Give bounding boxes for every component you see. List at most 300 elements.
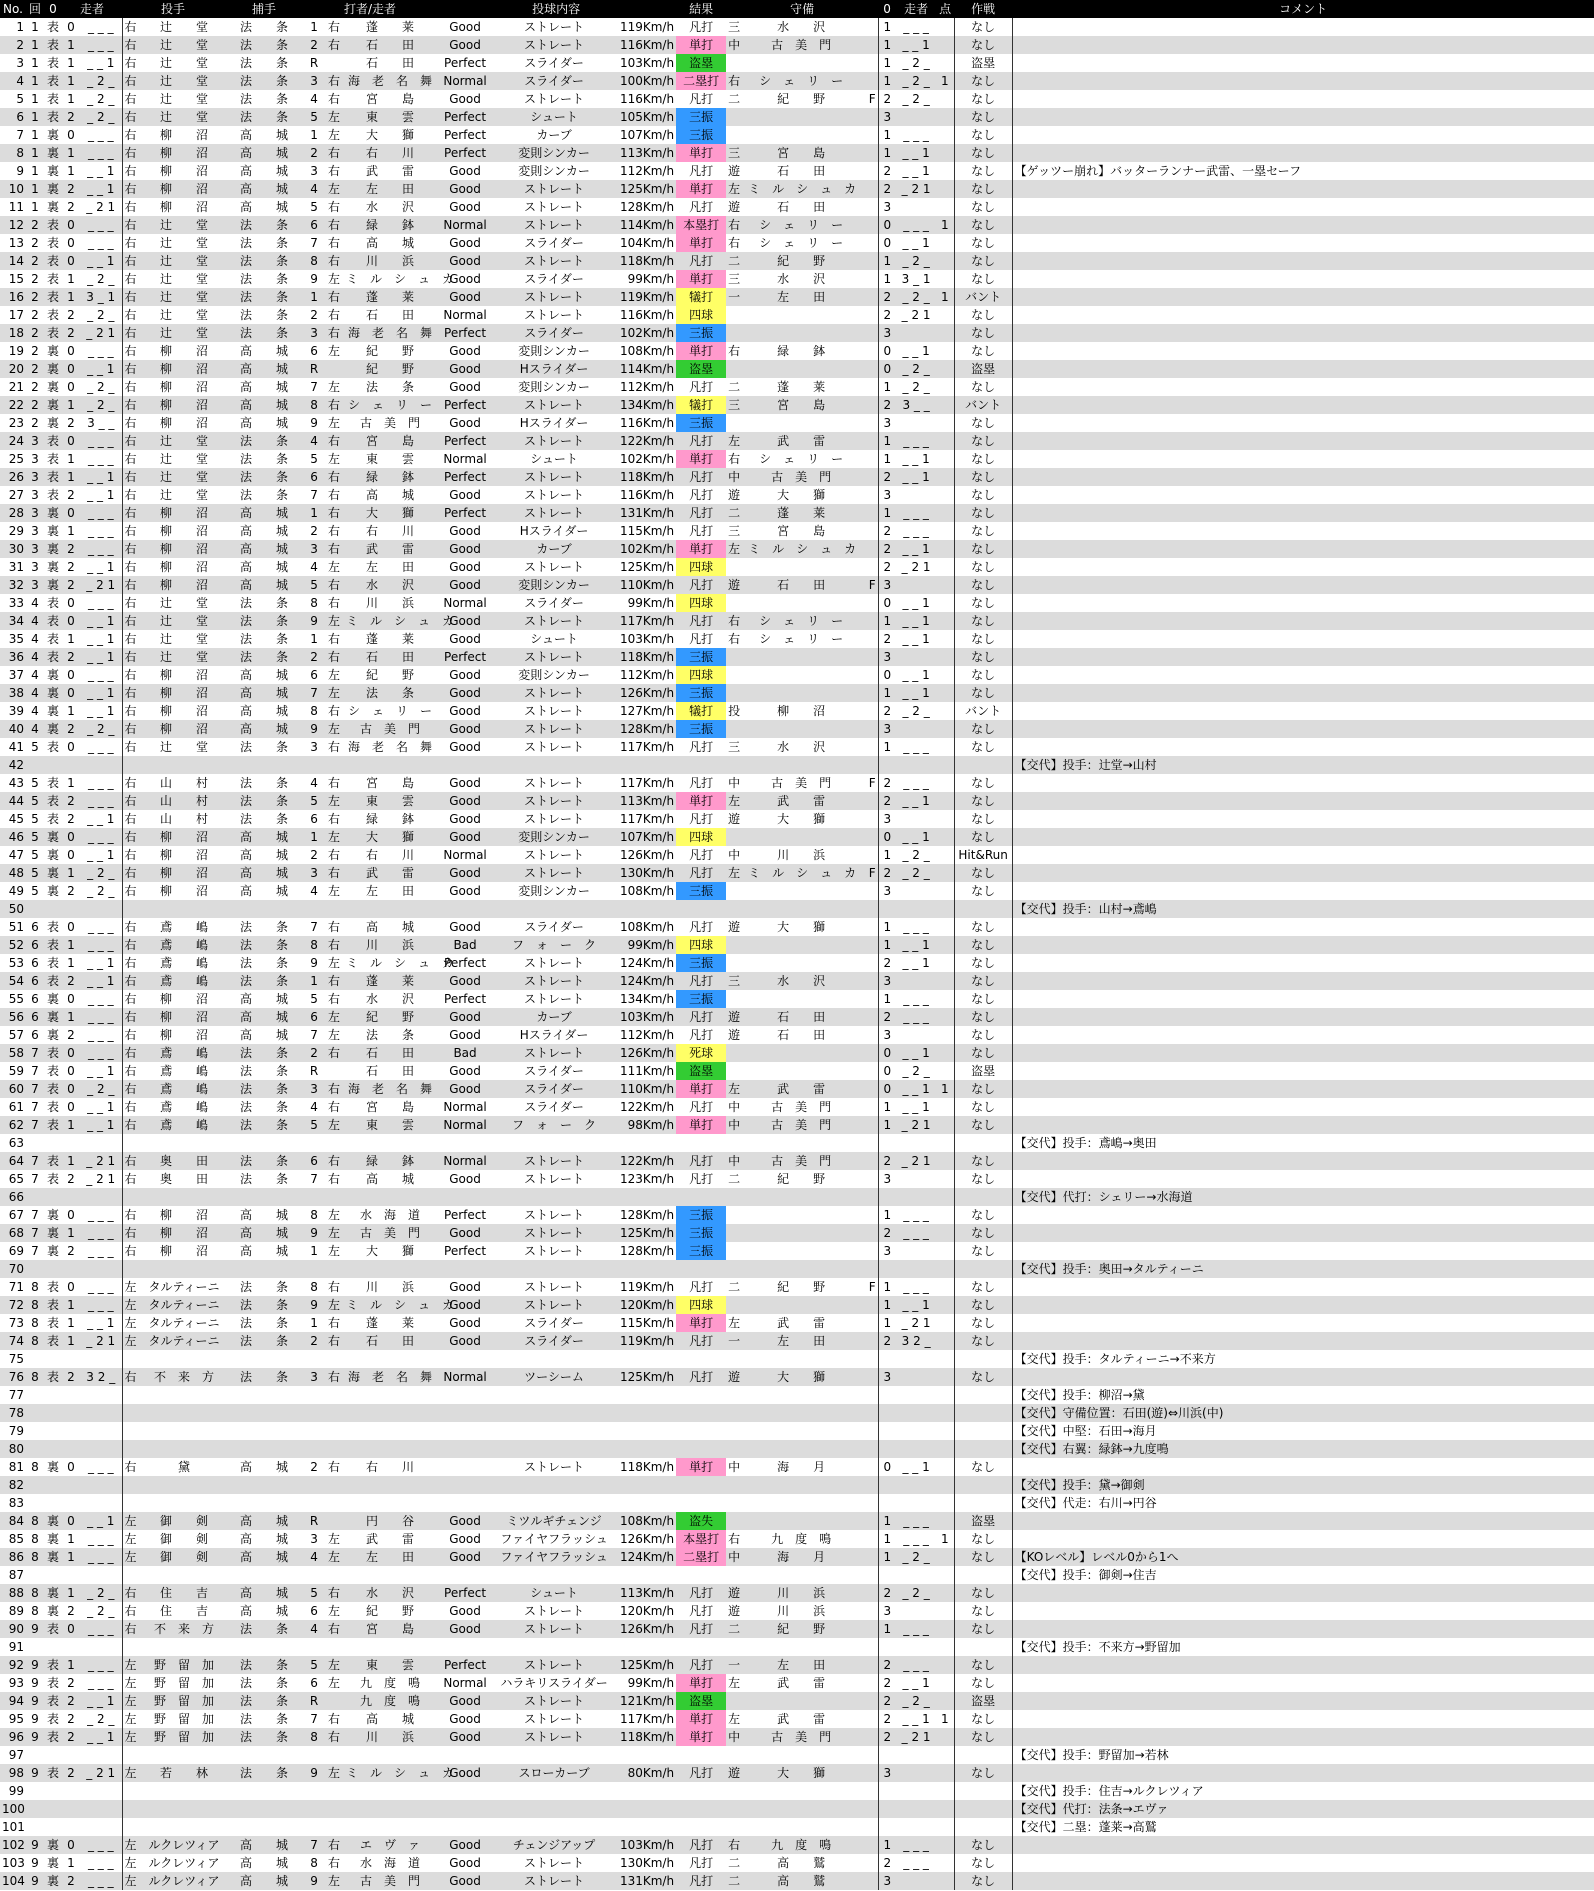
cell-pitch-type <box>494 1350 614 1368</box>
table-row <box>0 1422 1594 1440</box>
cell-outs: 0 <box>67 1622 75 1636</box>
cell-result: 三振 <box>676 954 726 972</box>
cell-inning: 3 <box>31 488 39 502</box>
cell-outs: 0 <box>67 740 75 754</box>
cell-batter-hand: 左 <box>328 722 341 736</box>
cell-runners-after <box>896 198 936 216</box>
cell-pitch-speed: 126Km/h <box>619 848 675 862</box>
cell-half: 表 <box>46 1118 59 1132</box>
cell-row-number: 94 <box>8 1694 24 1708</box>
cell-fielder-pos: 右 <box>728 632 741 646</box>
cell-batter <box>344 1440 436 1458</box>
cell-batting-order: 8 <box>310 254 318 268</box>
cell-pitch-quality: Good <box>449 578 481 592</box>
cell-strategy: なし <box>954 1764 1012 1782</box>
cell-pitch-quality: Good <box>449 1550 481 1564</box>
cell-pitch-type: チェンジアップ <box>512 1838 596 1852</box>
table-row <box>0 918 1594 936</box>
cell-catcher: 法 条 <box>240 1064 289 1078</box>
cell-pitcher-hand: 左 <box>124 1874 137 1888</box>
cell-outs: 2 <box>67 1028 75 1042</box>
cell-fielder-pos: 二 <box>728 506 741 520</box>
cell-result: 凡打 <box>689 614 714 628</box>
cell-batter: 右 川 <box>366 1460 415 1474</box>
cell-fielder: 高 鷲 <box>777 1874 826 1888</box>
cell-pitcher: 野 留 加 <box>154 1730 215 1744</box>
cell-inning <box>26 1638 44 1656</box>
cell-catcher: 法 条 <box>240 1298 289 1312</box>
cell-runs <box>936 468 954 486</box>
cell-fielder-pos: 遊 <box>728 1370 741 1384</box>
cell-catcher: 法 条 <box>240 1658 289 1672</box>
cell-strategy: なし <box>954 1710 1012 1728</box>
cell-fielder-pos <box>726 1422 746 1440</box>
cell-pitch-speed: 80Km/h <box>627 1766 675 1780</box>
cell-outs-after: 2 <box>883 92 892 106</box>
cell-batting-order: R <box>309 1694 319 1708</box>
cell-runners-after: _ _ 1 <box>902 632 930 646</box>
cell-foul-flag <box>856 1548 878 1566</box>
cell-comment <box>1012 126 1594 144</box>
table-row <box>0 72 1594 90</box>
cell-fielder: 石 田 <box>777 200 826 214</box>
cell-runners: _ 2 _ <box>80 720 122 738</box>
cell-outs: 2 <box>67 1730 75 1744</box>
cell-catcher: 法 条 <box>240 938 289 952</box>
cell-inning: 8 <box>31 1316 39 1330</box>
cell-row-number: 43 <box>8 776 24 790</box>
cell-inning: 1 <box>31 200 39 214</box>
cell-inning: 3 <box>31 434 39 448</box>
cell-runs <box>936 252 954 270</box>
table-row <box>0 414 1594 432</box>
cell-runners: _ 2 _ <box>80 378 122 396</box>
cell-catcher: 高 城 <box>240 380 289 394</box>
cell-batter: 石 田 <box>366 1064 415 1078</box>
table-row <box>0 180 1594 198</box>
cell-comment <box>1012 414 1594 432</box>
cell-outs-after: 3 <box>883 884 892 898</box>
cell-batter <box>344 1422 436 1440</box>
cell-pitch-type <box>494 1638 614 1656</box>
cell-batter-hand <box>324 54 344 72</box>
cell-batting-order: 7 <box>310 236 318 250</box>
cell-row-number: 58 <box>8 1046 24 1060</box>
cell-inning: 6 <box>31 974 39 988</box>
cell-runners-after <box>896 1260 936 1278</box>
cell-outs: 1 <box>67 92 75 106</box>
cell-runs <box>936 1170 954 1188</box>
cell-half <box>44 1476 62 1494</box>
cell-pitch-quality: Perfect <box>444 110 487 124</box>
cell-comment <box>1012 108 1594 126</box>
cell-result: 四球 <box>676 936 726 954</box>
cell-catcher: 高 城 <box>240 182 289 196</box>
cell-inning: 8 <box>31 1460 39 1474</box>
cell-fielder-pos <box>726 1296 746 1314</box>
cell-half: 表 <box>46 956 59 970</box>
cell-batter-hand: 右 <box>328 1856 341 1870</box>
cell-pitcher: 辻 堂 <box>160 236 209 250</box>
cell-batter-hand: 右 <box>328 1712 341 1726</box>
cell-inning: 1 <box>31 182 39 196</box>
cell-batter-hand: 左 <box>328 1550 341 1564</box>
cell-fielder <box>746 954 856 972</box>
cell-fielder-pos: 一 <box>728 1658 741 1672</box>
cell-result <box>676 1188 726 1206</box>
cell-fielder-pos <box>726 306 746 324</box>
cell-batter-hand <box>324 1692 344 1710</box>
cell-runs: 1 <box>936 1710 954 1728</box>
cell-half: 表 <box>46 488 59 502</box>
cell-runners-after: _ _ 1 <box>902 1676 930 1690</box>
cell-runs <box>936 1098 954 1116</box>
cell-row-number: 101 <box>2 1820 25 1834</box>
cell-strategy: なし <box>954 1368 1012 1386</box>
cell-fielder: 紀 野 <box>777 1622 826 1636</box>
cell-fielder-pos: 三 <box>728 20 741 34</box>
cell-pitch-type: フ ォ ー ク <box>512 938 597 952</box>
cell-outs: 1 <box>67 1154 75 1168</box>
table-row <box>0 1134 1594 1152</box>
cell-outs-after <box>878 756 896 774</box>
cell-pitcher-hand <box>122 1800 144 1818</box>
cell-fielder: 紀 野 <box>777 92 826 106</box>
cell-inning: 8 <box>31 1550 39 1564</box>
cell-result <box>676 1782 726 1800</box>
cell-result: 単打 <box>676 342 726 360</box>
cell-comment <box>1012 738 1594 756</box>
cell-outs-after <box>878 900 896 918</box>
cell-fielder-pos: 左 <box>728 542 741 556</box>
table-row <box>0 162 1594 180</box>
cell-batting-order: 1 <box>310 974 318 988</box>
cell-pitcher-hand: 右 <box>124 956 137 970</box>
cell-strategy: なし <box>954 828 1012 846</box>
table-row <box>0 1332 1594 1350</box>
cell-result: 四球 <box>676 666 726 684</box>
cell-outs: 1 <box>67 1658 75 1672</box>
cell-half <box>44 1638 62 1656</box>
cell-runners: _ _ _ <box>80 1674 122 1692</box>
cell-batter: 海 老 名 舞 <box>348 74 433 88</box>
cell-runs <box>936 1638 954 1656</box>
cell-comment: 【交代】投手：鳶嶋→奥田 <box>1014 1136 1157 1150</box>
cell-pitch-type: ストレート <box>524 1694 585 1708</box>
cell-comment <box>1012 1656 1594 1674</box>
cell-row-number: 15 <box>8 272 24 286</box>
cell-result: 単打 <box>676 1314 726 1332</box>
cell-outs: 1 <box>67 1226 75 1240</box>
cell-result: 三振 <box>676 1224 726 1242</box>
cell-batting-order: 3 <box>310 326 318 340</box>
cell-row-number: 48 <box>8 866 24 880</box>
cell-half: 表 <box>46 1334 59 1348</box>
cell-half: 表 <box>46 812 59 826</box>
table-row <box>0 1584 1594 1602</box>
cell-runs: 1 <box>936 1080 954 1098</box>
cell-fielder: ミ ル シ ュ カ <box>748 866 857 880</box>
cell-row-number: 90 <box>8 1622 24 1636</box>
cell-runners: _ _ _ <box>80 1548 122 1566</box>
cell-batter-hand: 左 <box>328 1604 341 1618</box>
cell-pitch-type: Hスライダー <box>519 524 589 538</box>
table-row <box>0 450 1594 468</box>
cell-half <box>44 1566 62 1584</box>
cell-batting-order <box>304 756 324 774</box>
cell-batting-order: 6 <box>310 1604 318 1618</box>
cell-runners-after: _ _ 1 <box>902 146 930 160</box>
cell-pitcher: 柳 沼 <box>160 866 209 880</box>
cell-pitch-type: ストレート <box>524 1208 585 1222</box>
cell-runners-after <box>896 720 936 738</box>
cell-pitch-quality <box>436 1818 494 1836</box>
cell-pitch-speed: 104Km/h <box>619 236 675 250</box>
cell-pitcher-hand <box>122 1188 144 1206</box>
cell-row-number: 100 <box>2 1802 25 1816</box>
cell-half <box>44 1350 62 1368</box>
cell-result: 凡打 <box>689 1154 714 1168</box>
cell-catcher: 法 条 <box>240 812 289 826</box>
cell-pitch-quality: Good <box>449 380 481 394</box>
cell-pitch-speed: 100Km/h <box>619 74 675 88</box>
cell-runners-after <box>896 648 936 666</box>
cell-batting-order <box>304 1476 324 1494</box>
cell-strategy: なし <box>954 1458 1012 1476</box>
table-row <box>0 900 1594 918</box>
cell-pitch-speed: 115Km/h <box>619 1316 675 1330</box>
cell-pitch-type <box>494 1134 614 1152</box>
cell-batter-hand: 右 <box>328 596 341 610</box>
cell-pitch-type: ストレート <box>524 1658 585 1672</box>
cell-runs <box>936 1152 954 1170</box>
cell-catcher: 高 城 <box>240 398 289 412</box>
cell-outs: 1 <box>67 56 75 70</box>
cell-runs <box>936 1242 954 1260</box>
cell-fielder-pos: 遊 <box>728 1028 741 1042</box>
cell-foul-flag <box>856 1782 878 1800</box>
cell-half: 裏 <box>46 1838 59 1852</box>
cell-half: 裏 <box>46 1244 59 1258</box>
cell-pitch-speed: 117Km/h <box>619 614 675 628</box>
cell-runs <box>936 1332 954 1350</box>
cell-fielder-pos <box>726 1692 746 1710</box>
cell-fielder: 武 雷 <box>777 1316 826 1330</box>
cell-runs <box>936 1494 954 1512</box>
header-runs: 点 <box>939 2 952 16</box>
cell-half: 表 <box>46 1622 59 1636</box>
cell-foul-flag <box>856 1152 878 1170</box>
cell-result: 四球 <box>676 306 726 324</box>
cell-pitch-type: スライダー <box>524 1100 584 1114</box>
cell-outs-after: 1 <box>883 452 892 466</box>
cell-pitcher-hand <box>122 1494 144 1512</box>
cell-batter: 東 雲 <box>366 452 415 466</box>
cell-catcher: 法 条 <box>240 1316 289 1330</box>
table-row <box>0 36 1594 54</box>
cell-comment <box>1012 972 1594 990</box>
cell-batter-hand: 右 <box>328 632 341 646</box>
cell-pitcher-hand: 左 <box>124 1838 137 1852</box>
cell-batter: 川 浜 <box>366 254 415 268</box>
cell-runners-after: _ _ 1 <box>902 236 930 250</box>
cell-pitch-speed: 102Km/h <box>619 452 675 466</box>
cell-outs-after: 3 <box>883 650 892 664</box>
cell-outs <box>62 1386 80 1404</box>
cell-inning: 9 <box>31 1874 39 1888</box>
cell-result: 三振 <box>676 990 726 1008</box>
cell-half <box>44 756 62 774</box>
table-row <box>0 432 1594 450</box>
cell-result: 凡打 <box>689 974 714 988</box>
cell-runs <box>936 1512 954 1530</box>
cell-pitcher: 柳 沼 <box>160 182 209 196</box>
cell-pitch-speed: 103Km/h <box>619 1010 675 1024</box>
cell-pitch-quality: Good <box>449 560 481 574</box>
cell-foul-flag <box>856 360 878 378</box>
cell-batting-order <box>304 1818 324 1836</box>
cell-result: 凡打 <box>689 1010 714 1024</box>
cell-batting-order <box>304 900 324 918</box>
cell-pitch-speed: 103Km/h <box>619 632 675 646</box>
cell-runners-after: _ _ _ <box>903 992 929 1006</box>
cell-pitch-speed: 125Km/h <box>619 1370 675 1384</box>
cell-pitch-type: ストレート <box>524 1172 585 1186</box>
cell-pitch-type: ストレート <box>524 794 585 808</box>
cell-pitcher-hand: 右 <box>124 614 137 628</box>
cell-batter <box>344 1638 436 1656</box>
cell-foul-flag <box>856 324 878 342</box>
cell-runners: _ 2 _ <box>80 1602 122 1620</box>
cell-batting-order: 8 <box>310 938 318 952</box>
cell-comment <box>1012 1584 1594 1602</box>
cell-batter-hand: 左 <box>328 830 341 844</box>
cell-result: 単打 <box>676 180 726 198</box>
cell-result: 凡打 <box>689 92 714 106</box>
cell-fielder: 大 獅 <box>777 812 826 826</box>
cell-fielder <box>746 1818 856 1836</box>
table-row <box>0 1530 1594 1548</box>
cell-strategy: 盗塁 <box>954 1692 1012 1710</box>
cell-catcher <box>224 1800 304 1818</box>
cell-result: 凡打 <box>689 848 714 862</box>
table-row <box>0 1242 1594 1260</box>
cell-runners: _ _ 1 <box>80 612 122 630</box>
cell-row-number: 24 <box>8 434 24 448</box>
cell-batter: 法 条 <box>366 686 415 700</box>
cell-runners: _ _ 1 <box>80 1314 122 1332</box>
cell-pitch-speed: 108Km/h <box>619 1514 675 1528</box>
cell-pitch-quality: Good <box>449 1064 481 1078</box>
table-row <box>0 378 1594 396</box>
cell-catcher: 法 条 <box>240 20 289 34</box>
cell-batter <box>344 1476 436 1494</box>
cell-runners-after <box>896 1566 936 1584</box>
cell-fielder <box>746 900 856 918</box>
cell-runners-after <box>896 1404 936 1422</box>
cell-fielder-pos: 右 <box>728 74 741 88</box>
cell-pitcher-hand: 右 <box>124 884 137 898</box>
cell-comment <box>1012 522 1594 540</box>
cell-pitch-quality: Normal <box>443 74 487 88</box>
cell-runners: _ _ _ <box>80 1656 122 1674</box>
cell-fielder <box>746 684 856 702</box>
header-comment: コメント <box>1279 2 1328 16</box>
cell-runners: _ _ _ <box>80 990 122 1008</box>
cell-row-number: 78 <box>8 1406 24 1420</box>
cell-row-number: 21 <box>8 380 24 394</box>
cell-half <box>44 1134 62 1152</box>
cell-batter-hand: 左 <box>328 344 341 358</box>
cell-fielder-pos <box>726 684 746 702</box>
cell-runners-after: _ _ 1 <box>902 956 930 970</box>
cell-fielder-pos: 遊 <box>728 488 741 502</box>
cell-pitch-type <box>494 1800 614 1818</box>
cell-pitcher: 柳 沼 <box>160 722 209 736</box>
cell-fielder: 九 度 鳴 <box>771 1838 832 1852</box>
cell-strategy: なし <box>954 1278 1012 1296</box>
cell-pitch-quality: Normal <box>443 218 487 232</box>
cell-foul-flag <box>856 1602 878 1620</box>
cell-foul-flag <box>856 1692 878 1710</box>
cell-pitch-speed: 118Km/h <box>619 470 675 484</box>
cell-runners: _ 2 _ <box>80 882 122 900</box>
cell-row-number: 17 <box>8 308 24 322</box>
cell-batter-hand: 右 <box>328 398 341 412</box>
cell-inning: 1 <box>31 146 39 160</box>
cell-outs-after: 1 <box>883 1298 892 1312</box>
cell-pitcher: 辻 堂 <box>160 308 209 322</box>
cell-result: 三振 <box>676 324 726 342</box>
cell-comment <box>1012 864 1594 882</box>
cell-pitcher-hand: 右 <box>124 524 137 538</box>
cell-batter: ミ ル シ ュ カ <box>346 614 455 628</box>
cell-fielder-pos <box>726 54 746 72</box>
cell-outs <box>62 1638 80 1656</box>
cell-catcher: 法 条 <box>240 1334 289 1348</box>
cell-pitcher: 野 留 加 <box>154 1712 215 1726</box>
cell-pitch-type: スライダー <box>524 1064 584 1078</box>
cell-runs <box>936 162 954 180</box>
cell-runners-after <box>896 1800 936 1818</box>
cell-outs-after: 1 <box>883 20 892 34</box>
cell-runners: _ 2 _ <box>80 396 122 414</box>
cell-pitcher: 柳 沼 <box>160 398 209 412</box>
cell-batter-hand: 左 <box>328 1226 341 1240</box>
cell-catcher: 法 条 <box>240 1046 289 1060</box>
table-row <box>0 828 1594 846</box>
cell-outs <box>62 1134 80 1152</box>
cell-pitcher-hand: 右 <box>124 992 137 1006</box>
cell-runs <box>936 1206 954 1224</box>
cell-pitch-quality: Good <box>449 182 481 196</box>
cell-half: 表 <box>46 1064 59 1078</box>
cell-comment <box>1012 36 1594 54</box>
cell-result <box>676 1440 726 1458</box>
table-row <box>0 1026 1594 1044</box>
cell-half <box>44 1746 62 1764</box>
cell-catcher: 法 条 <box>240 614 289 628</box>
cell-batter: 高 城 <box>366 920 415 934</box>
cell-runners <box>80 1818 122 1836</box>
cell-outs-after: 1 <box>883 434 892 448</box>
cell-outs-after <box>878 1404 896 1422</box>
cell-row-number: 35 <box>8 632 24 646</box>
cell-batting-order: 1 <box>310 128 318 142</box>
cell-outs: 0 <box>67 1460 75 1474</box>
cell-runners-after <box>896 1350 936 1368</box>
cell-outs-after: 1 <box>883 128 892 142</box>
